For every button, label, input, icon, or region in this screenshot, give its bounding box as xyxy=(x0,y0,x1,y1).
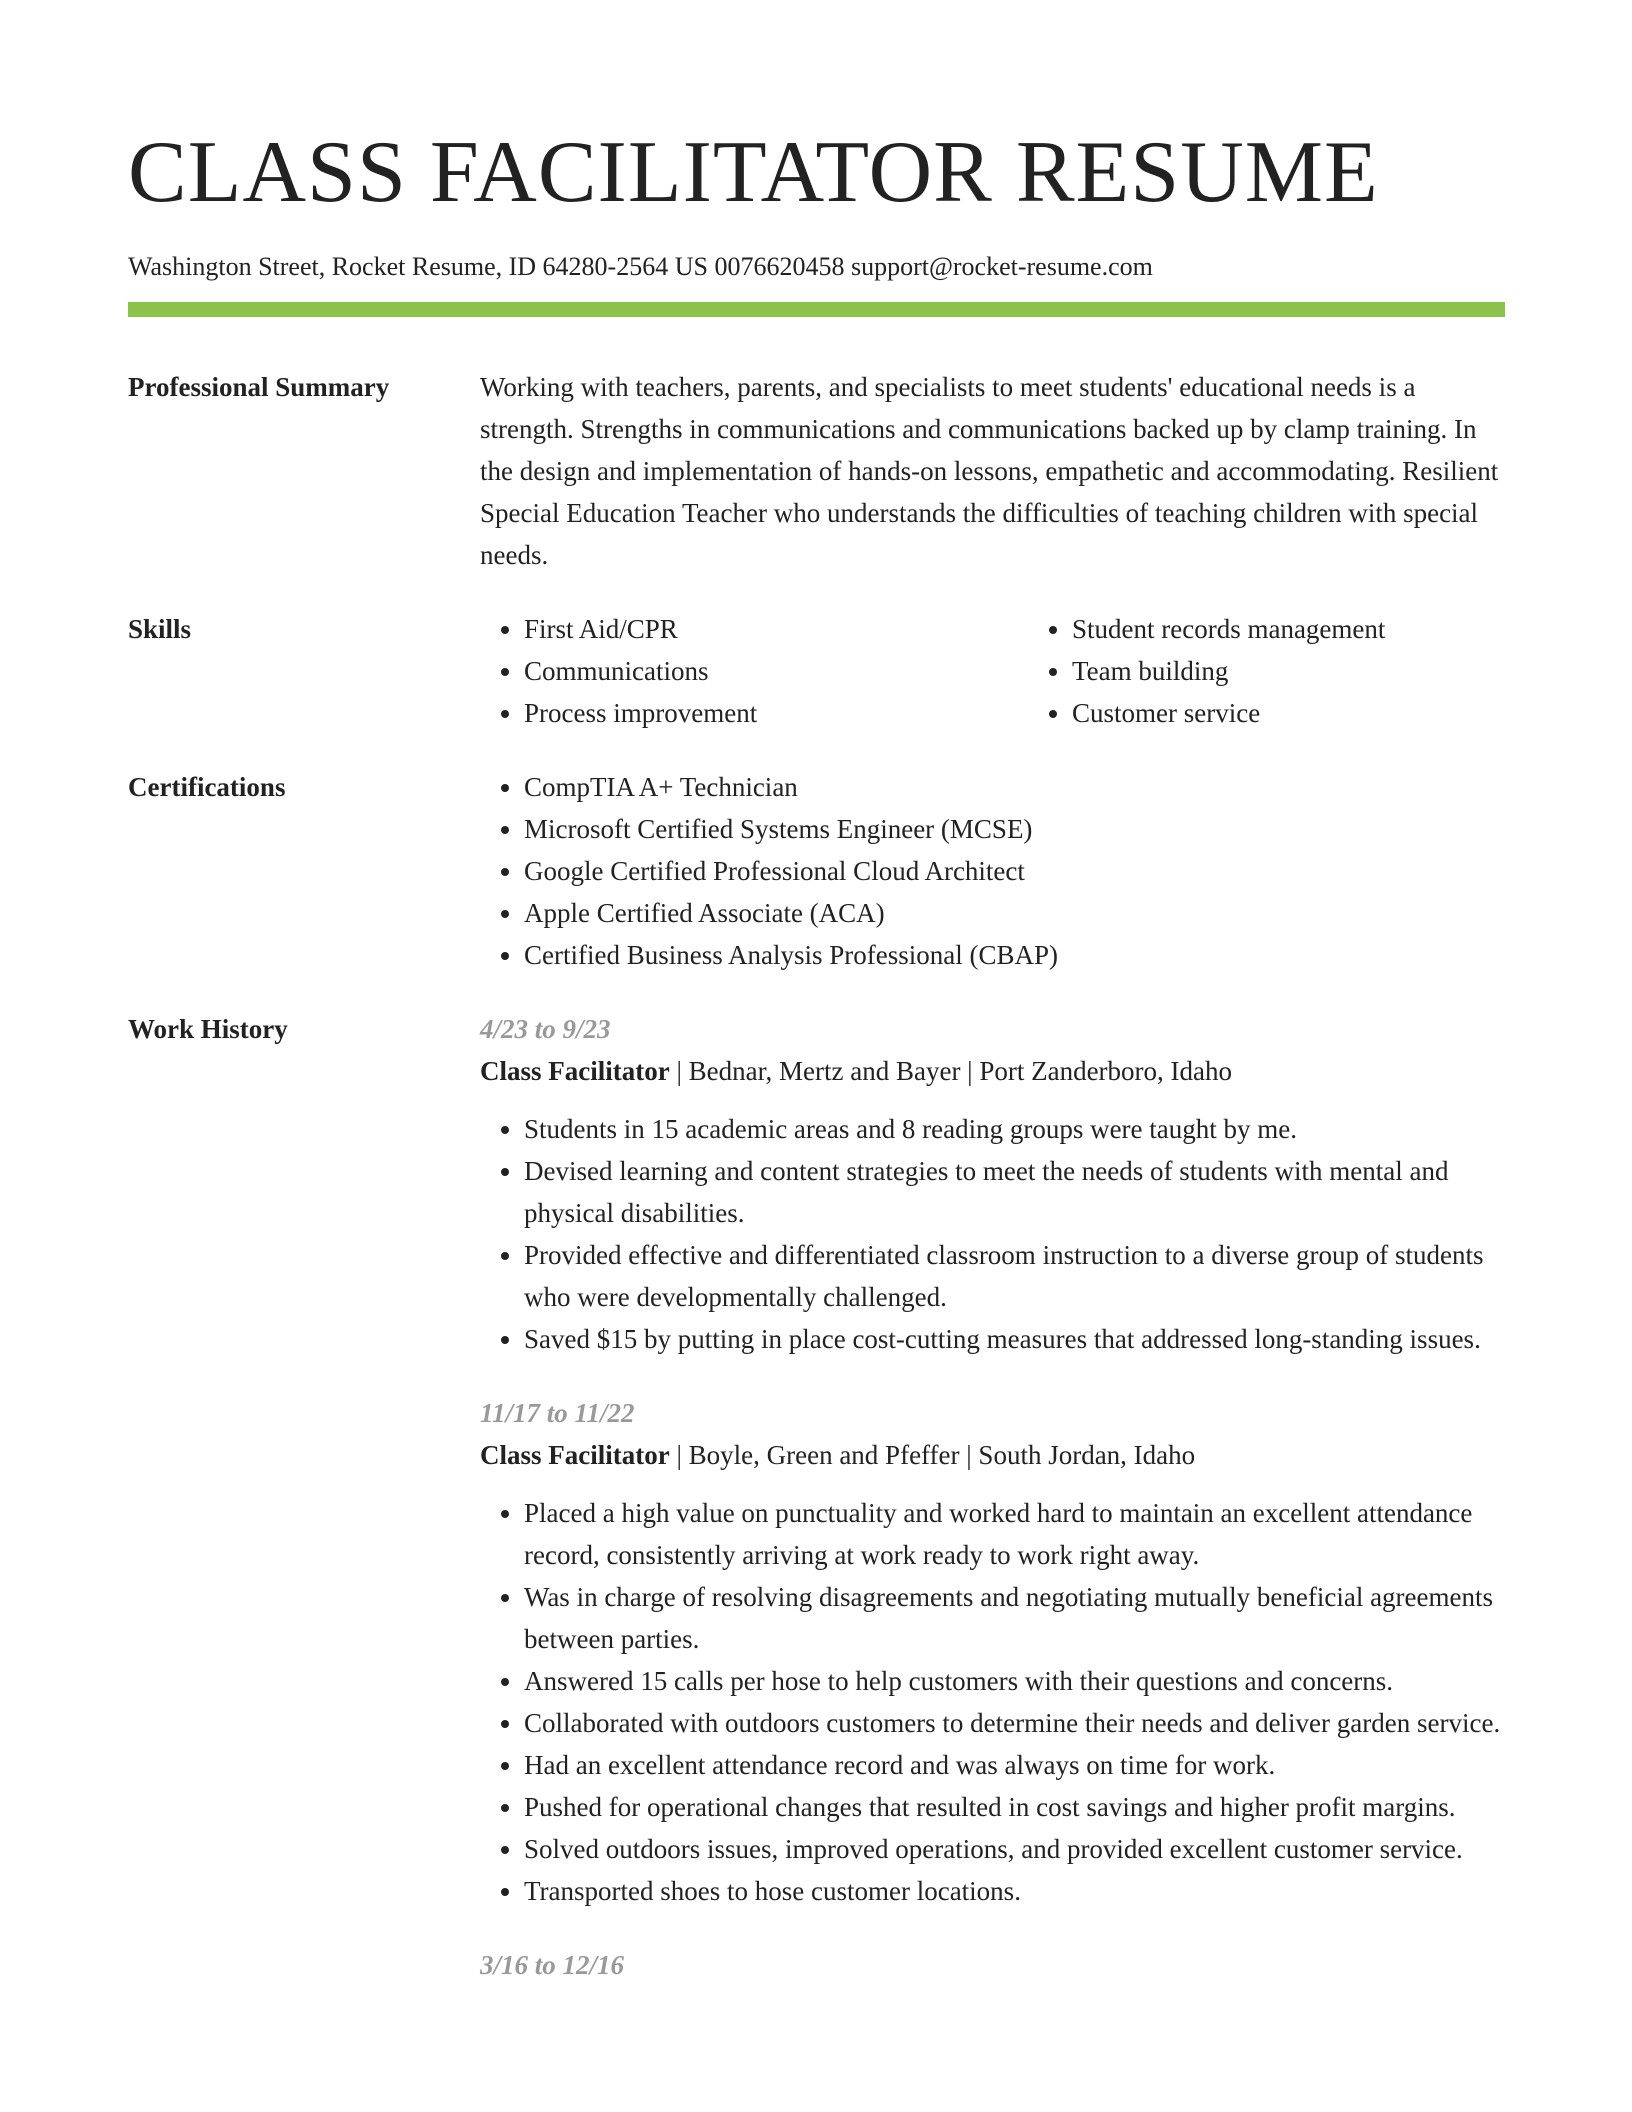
skill-item: • Team building xyxy=(1072,650,1576,692)
job-bullet: • Saved $15 by putting in place cost-cutting measures that addressed long-standing issues. xyxy=(524,1318,1505,1360)
certifications-list xyxy=(480,766,1505,976)
job-bullet: • Collaborated with outdoors customers to determine their needs and deliver garden service. xyxy=(524,1702,1505,1744)
skills-list-right xyxy=(1028,608,1576,734)
summary-text: Working with teachers, parents, and specialists to meet students' educational needs is a strength. Strengths in communications and communications backed up by clamp training. In the design and implementation of hands-on lessons, empathetic and accommodating. Resilient Special Education Teacher who understands the difficulties of teaching children with special needs. xyxy=(480,372,1499,570)
certification-item: • Apple Certified Associate (ACA) xyxy=(524,892,1505,934)
job-entry xyxy=(480,1008,1505,1360)
job-bullets xyxy=(480,1108,1505,1360)
certification-item: • Microsoft Certified Systems Engineer (MCSE) xyxy=(524,808,1505,850)
skill-item: • First Aid/CPR xyxy=(524,608,1028,650)
job-employer-location: | Boyle, Green and Pfeffer | South Jordan, Idaho xyxy=(669,1440,1196,1470)
skills-grid xyxy=(480,608,1576,734)
job-bullets xyxy=(480,1492,1505,1912)
certification-item: • CompTIA A+ Technician xyxy=(524,766,1505,808)
work-history-body xyxy=(480,1008,1505,1986)
job-heading xyxy=(480,1434,1505,1476)
skill-item: • Communications xyxy=(524,650,1028,692)
skill-item: • Customer service xyxy=(1072,692,1576,734)
job-dates: 4/23 to 9/23 xyxy=(480,1014,611,1044)
job-entry xyxy=(480,1944,1505,1986)
section-label-summary: Professional Summary xyxy=(128,372,390,402)
job-bullet: • Provided effective and differentiated classroom instruction to a diverse group of students who were developmentally challenged. xyxy=(524,1234,1505,1318)
job-bullet: • Devised learning and content strategies to meet the needs of students with mental and physical disabilities. xyxy=(524,1150,1505,1234)
skills-section xyxy=(128,608,1505,734)
job-bullet: • Students in 15 academic areas and 8 reading groups were taught by me. xyxy=(524,1108,1505,1150)
job-bullet: • Was in charge of resolving disagreements and negotiating mutually beneficial agreements between parties. xyxy=(524,1576,1505,1660)
certification-item: • Certified Business Analysis Professional (CBAP) xyxy=(524,934,1505,976)
resume-page xyxy=(128,0,1505,1986)
job-bullet: • Answered 15 calls per hose to help customers with their questions and concerns. xyxy=(524,1660,1505,1702)
job-title: Class Facilitator xyxy=(480,1440,670,1470)
resume-title: CLASS FACILITATOR RESUME xyxy=(128,124,1379,221)
skill-item: • Process improvement xyxy=(524,692,1028,734)
skill-item: • Student records management xyxy=(1072,608,1576,650)
contact-line: Washington Street, Rocket Resume, ID 64280-2564 US 0076620458 support@rocket-resume.com xyxy=(128,252,1153,281)
job-dates: 11/17 to 11/22 xyxy=(480,1398,635,1428)
job-bullet: • Pushed for operational changes that resulted in cost savings and higher profit margins. xyxy=(524,1786,1505,1828)
job-employer-location: | Bednar, Mertz and Bayer | Port Zanderboro, Idaho xyxy=(669,1056,1233,1086)
job-bullet: • Had an excellent attendance record and was always on time for work. xyxy=(524,1744,1505,1786)
professional-summary-section xyxy=(128,366,1505,576)
section-label-work-history: Work History xyxy=(128,1014,288,1044)
job-entry xyxy=(480,1392,1505,1912)
job-title: Class Facilitator xyxy=(480,1056,670,1086)
job-bullet: • Transported shoes to hose customer locations. xyxy=(524,1870,1505,1912)
certification-item: • Google Certified Professional Cloud Architect xyxy=(524,850,1505,892)
skills-list-left xyxy=(480,608,1028,734)
certifications-body xyxy=(480,766,1505,976)
job-dates: 3/16 to 12/16 xyxy=(480,1950,625,1980)
section-label-certifications: Certifications xyxy=(128,772,286,802)
certifications-section xyxy=(128,766,1505,976)
job-heading xyxy=(480,1050,1505,1092)
work-history-section xyxy=(128,1008,1505,1986)
job-bullet: • Placed a high value on punctuality and worked hard to maintain an excellent attendance record, consistently arriving at work ready to work right away. xyxy=(524,1492,1505,1576)
section-label-skills: Skills xyxy=(128,614,192,644)
accent-divider xyxy=(128,302,1505,317)
job-bullet: • Solved outdoors issues, improved operations, and provided excellent customer service. xyxy=(524,1828,1505,1870)
